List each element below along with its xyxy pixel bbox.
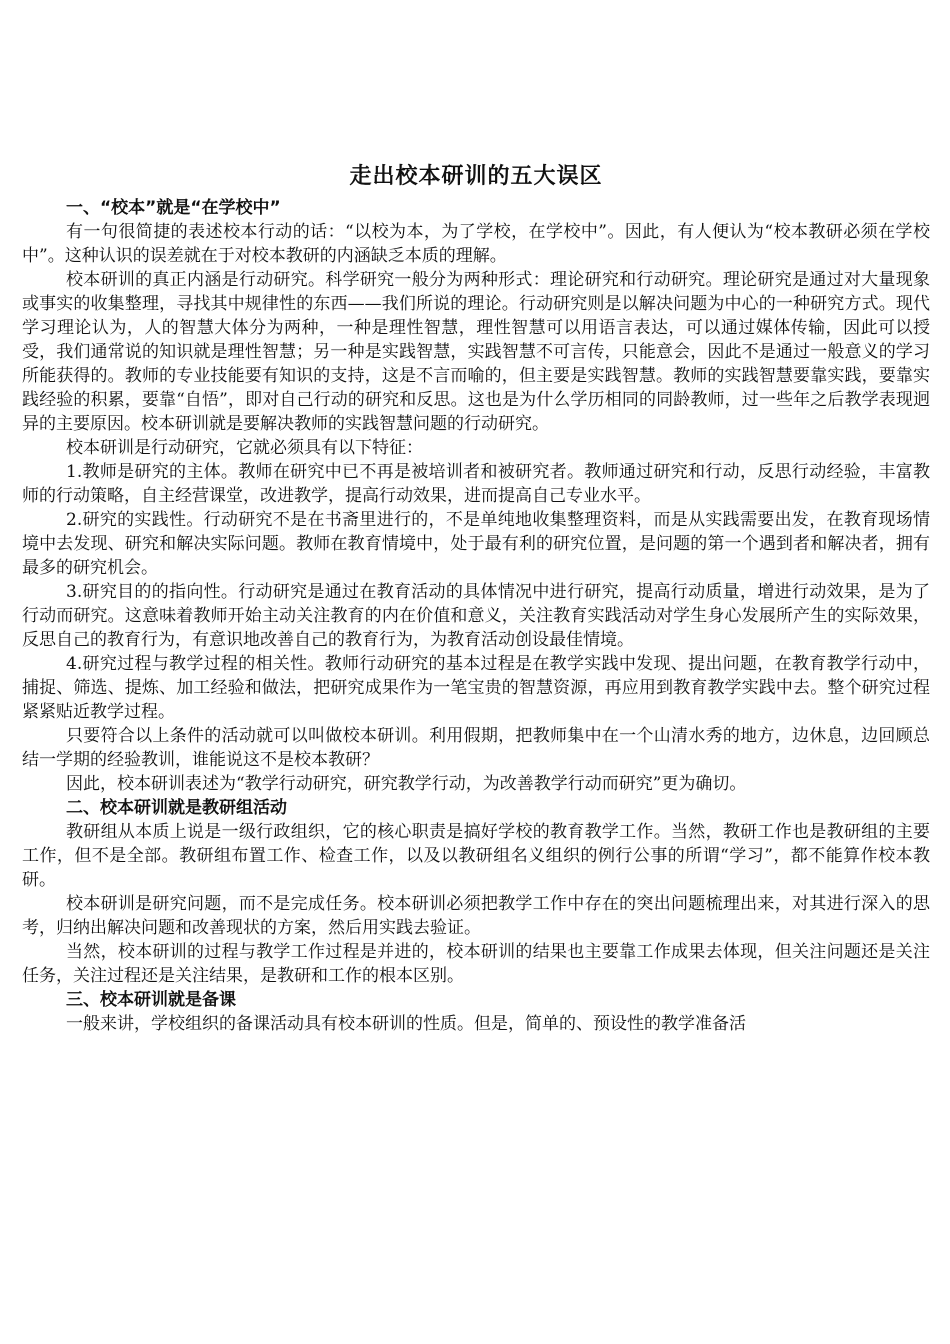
paragraph: 因此，校本研训表述为“教学行动研究，研究教学行动，为改善教学行动而研究”更为确切。: [66, 774, 747, 794]
section-heading: 一、“校本”就是“在学校中”: [66, 198, 281, 218]
list-item: 4.研究过程与教学过程的相关性。教师行动研究的基本过程是在教学实践中发现、提出问题，在教育教学行动中，捕捉、筛选、提炼、加工经验和做法，把研究成果作为一笔宝贵的智慧资源，再应用到教育教学实践中去。整个研究过程紧紧贴近教学过程。: [22, 654, 930, 722]
paragraph: 校本研训是行动研究，它就必须具有以下特征：: [66, 438, 423, 458]
section-3: [22, 988, 930, 1036]
document-title: 走出校本研训的五大误区: [349, 164, 603, 189]
paragraph: 校本研训的真正内涵是行动研究。科学研究一般分为两种形式：理论研究和行动研究。理论研究是通过对大量现象或事实的收集整理，寻找其中规律性的东西——我们所说的理论。行动研究则是以解决问题为中心的一种研究方式。现代学习理论认为，人的智慧大体分为两种，一种是理性智慧，理性智慧可以用语言表达，可以通过媒体传输，因此可以授受，我们通常说的知识就是理性智慧；另一种是实践智慧，实践智慧不可言传，只能意会，因此不是通过一般意义的学习所能获得的。教师的专业技能要有知识的支持，这是不言而喻的，但主要是实践智慧。教师的实践智慧要靠实践，要靠实践经验的积累，要靠“自悟”，即对自己行动的研究和反思。这也是为什么学历相同的同龄教师，过一些年之后教学表现迥异的主要原因。校本研训就是要解决教师的实践智慧问题的行动研究。: [22, 270, 930, 434]
list-item: 2.研究的实践性。行动研究不是在书斋里进行的，不是单纯地收集整理资料，而是从实践需要出发，在教育现场情境中去发现、研究和解决实际问题。教师在教育情境中，处于最有利的研究位置，是问题的第一个遇到者和解决者，拥有最多的研究机会。: [22, 510, 930, 578]
paragraph: 有一句很简捷的表述校本行动的话：“以校为本，为了学校，在学校中”。因此，有人便认为“校本教研必须在学校中”。这种认识的误差就在于对校本教研的内涵缺乏本质的理解。: [22, 222, 930, 266]
list-item: 3.研究目的的指向性。行动研究是通过在教育活动的具体情况中进行研究，提高行动质量，增进行动效果，是为了行动而研究。这意味着教师开始主动关注教育的内在价值和意义，关注教育实践活动对学生身心发展所产生的实际效果，反思自己的教育行为，有意识地改善自己的教育行为，为教育活动创设最佳情境。: [22, 582, 930, 650]
document-page: [22, 160, 930, 1036]
paragraph: 校本研训是研究问题，而不是完成任务。校本研训必须把教学工作中存在的突出问题梳理出来，对其进行深入的思考，归纳出解决问题和改善现状的方案，然后用实践去验证。: [22, 894, 930, 938]
paragraph: 只要符合以上条件的活动就可以叫做校本研训。利用假期，把教师集中在一个山清水秀的地方，边休息，边回顾总结一学期的经验教训，谁能说这不是校本教研？: [22, 726, 930, 770]
section-2: [22, 796, 930, 988]
paragraph: 一般来讲，学校组织的备课活动具有校本研训的性质。但是，简单的、预设性的教学准备活: [66, 1014, 746, 1034]
section-1: [22, 196, 930, 796]
paragraph: 当然，校本研训的过程与教学工作过程是并进的，校本研训的结果也主要靠工作成果去体现，但关注问题还是关注任务，关注过程还是关注结果，是教研和工作的根本区别。: [22, 942, 930, 986]
list-item: 1.教师是研究的主体。教师在研究中已不再是被培训者和被研究者。教师通过研究和行动，反思行动经验，丰富教师的行动策略，自主经营课堂，改进教学，提高行动效果，进而提高自己专业水平。: [22, 462, 930, 506]
paragraph: 教研组从本质上说是一级行政组织，它的核心职责是搞好学校的教育教学工作。当然，教研工作也是教研组的主要工作，但不是全部。教研组布置工作、检查工作，以及以教研组名义组织的例行公事的所谓“学习”，都不能算作校本教研。: [22, 822, 930, 890]
section-heading: 二、校本研训就是教研组活动: [66, 798, 287, 818]
section-heading: 三、校本研训就是备课: [66, 990, 236, 1010]
